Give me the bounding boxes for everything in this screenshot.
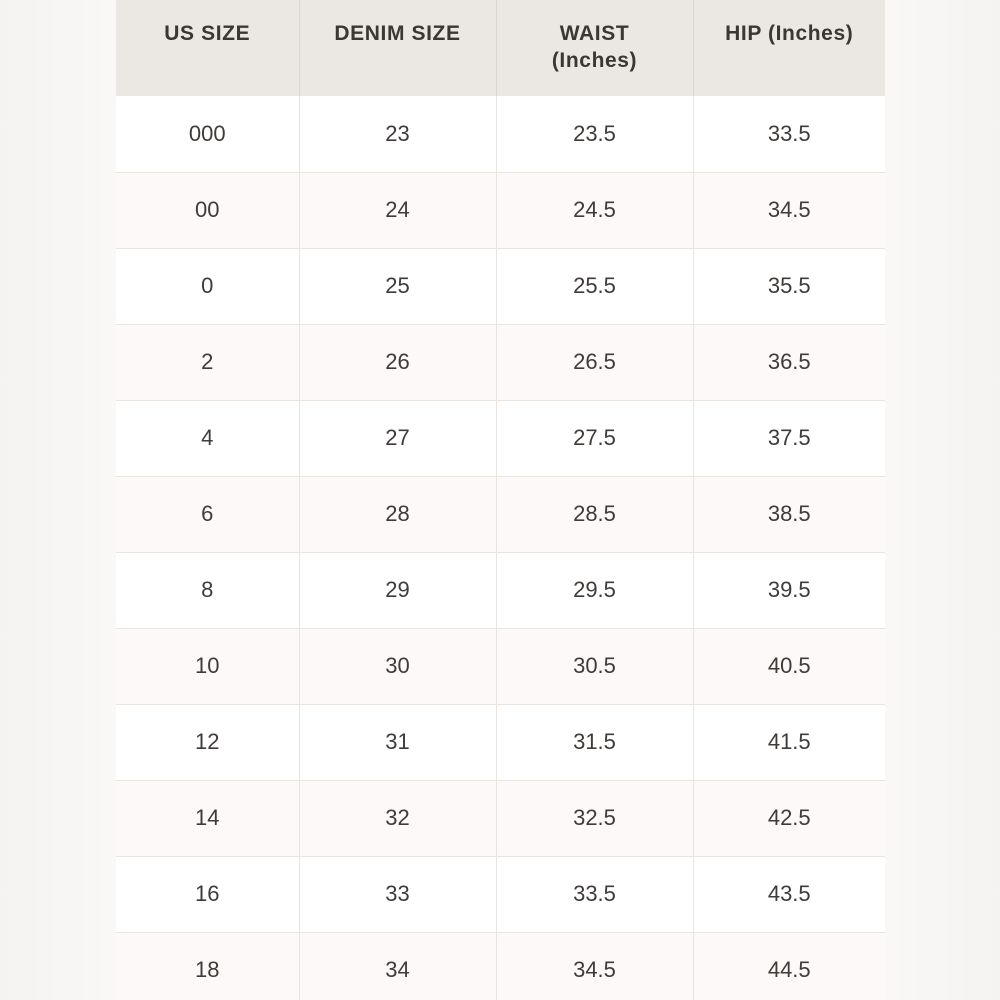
hip-cell: 36.5 [693,324,885,400]
table-header-row [116,0,885,96]
header-hip [693,0,885,96]
table-row [116,552,885,628]
us-size-cell: 00 [116,172,299,248]
hip-cell: 41.5 [693,704,885,780]
table-row [116,780,885,856]
us-size-cell: 000 [116,96,299,172]
denim-size-cell: 24 [299,172,496,248]
waist-cell: 24.5 [496,172,693,248]
us-size-cell: 0 [116,248,299,324]
header-denim-size-label: DENIM SIZE [334,22,461,45]
table-row [116,628,885,704]
header-waist-unit: (Inches) [551,49,638,72]
table-body [116,96,885,1000]
us-size-cell: 12 [116,704,299,780]
table-row [116,400,885,476]
hip-cell: 38.5 [693,476,885,552]
waist-cell: 28.5 [496,476,693,552]
hip-cell: 40.5 [693,628,885,704]
denim-size-cell: 29 [299,552,496,628]
table-row [116,704,885,780]
hip-cell: 34.5 [693,172,885,248]
us-size-cell: 14 [116,780,299,856]
table-row [116,324,885,400]
waist-cell: 30.5 [496,628,693,704]
waist-cell: 25.5 [496,248,693,324]
us-size-cell: 16 [116,856,299,932]
us-size-cell: 2 [116,324,299,400]
us-size-cell: 6 [116,476,299,552]
us-size-cell: 18 [116,932,299,1000]
header-us-size [116,0,299,96]
size-chart-table [116,0,885,1000]
waist-cell: 34.5 [496,932,693,1000]
denim-size-cell: 25 [299,248,496,324]
table-row [116,476,885,552]
table-row [116,96,885,172]
table-row [116,248,885,324]
denim-size-cell: 34 [299,932,496,1000]
waist-cell: 26.5 [496,324,693,400]
size-chart [116,0,885,1000]
hip-cell: 43.5 [693,856,885,932]
denim-size-cell: 32 [299,780,496,856]
table-row [116,932,885,1000]
us-size-cell: 8 [116,552,299,628]
hip-cell: 37.5 [693,400,885,476]
waist-cell: 23.5 [496,96,693,172]
denim-size-cell: 26 [299,324,496,400]
denim-size-cell: 23 [299,96,496,172]
denim-size-cell: 28 [299,476,496,552]
header-hip-label: HIP (Inches) [725,22,854,45]
denim-size-cell: 33 [299,856,496,932]
waist-cell: 31.5 [496,704,693,780]
hip-cell: 42.5 [693,780,885,856]
denim-size-cell: 27 [299,400,496,476]
table-row [116,172,885,248]
header-waist [496,0,693,96]
header-denim-size [299,0,496,96]
denim-size-cell: 31 [299,704,496,780]
us-size-cell: 10 [116,628,299,704]
waist-cell: 29.5 [496,552,693,628]
us-size-cell: 4 [116,400,299,476]
waist-cell: 27.5 [496,400,693,476]
hip-cell: 44.5 [693,932,885,1000]
header-us-size-label: US SIZE [164,22,251,45]
hip-cell: 39.5 [693,552,885,628]
table-row [116,856,885,932]
header-waist-label: WAIST [559,22,630,45]
waist-cell: 32.5 [496,780,693,856]
waist-cell: 33.5 [496,856,693,932]
denim-size-cell: 30 [299,628,496,704]
hip-cell: 35.5 [693,248,885,324]
hip-cell: 33.5 [693,96,885,172]
